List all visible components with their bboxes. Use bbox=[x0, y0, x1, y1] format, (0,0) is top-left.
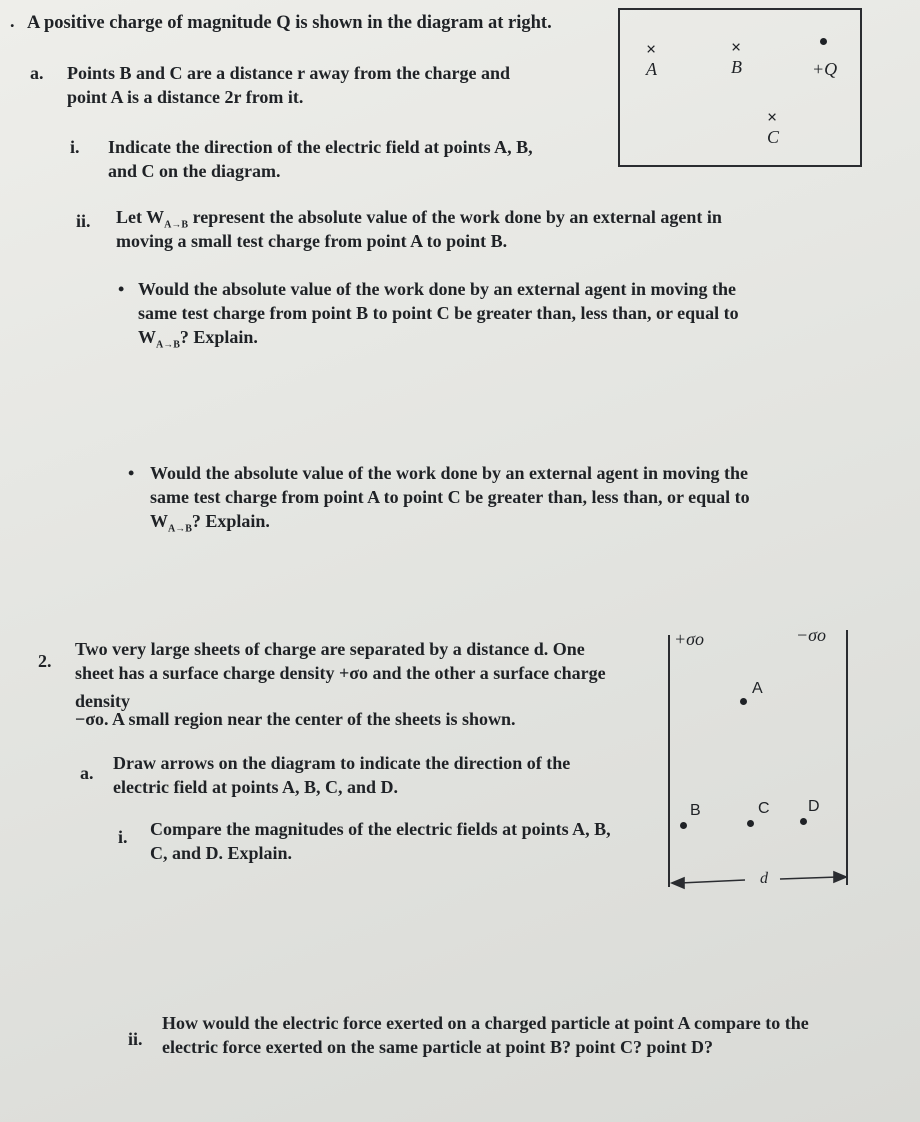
q1-bullet2-marker: • bbox=[128, 463, 135, 483]
q2-line4: −σo. A small region near the center of the sheets is shown. bbox=[75, 709, 516, 729]
q2-distance-label: d bbox=[760, 870, 768, 887]
q1-point-a-label: A bbox=[646, 59, 657, 79]
q1-point-c-label: C bbox=[767, 127, 780, 147]
q1-ii-w: Let W bbox=[116, 207, 165, 227]
q1-charge-dot bbox=[820, 38, 827, 45]
q1-point-b-label: B bbox=[731, 57, 742, 77]
q1-bullet1-line1: Would the absolute value of the work done by an external agent in moving the bbox=[138, 279, 737, 299]
q2-ii-line2: electric force exerted on the same particle at point B? point C? point D? bbox=[162, 1037, 714, 1057]
q1-bullet1-line3-rest: ? Explain. bbox=[179, 327, 258, 347]
q1-bullet1-line2: same test charge from point B to point C be greater than, less than, or equal to bbox=[138, 303, 739, 323]
q1-bullet1-line3 bbox=[138, 326, 258, 357]
q2-a-label: a. bbox=[80, 763, 94, 783]
q1-bullet1-marker: • bbox=[118, 279, 125, 299]
q2-i-line1: Compare the magnitudes of the electric fields at points A, B, bbox=[150, 819, 611, 839]
q2-plus-sheet bbox=[668, 635, 670, 887]
q2-point-b-dot bbox=[680, 822, 687, 829]
q2-plus-sigma-label: +σo bbox=[674, 629, 705, 649]
q2-line3: density bbox=[75, 691, 131, 711]
q2-minus-sheet bbox=[846, 630, 848, 885]
q1-mark-b: × bbox=[731, 37, 742, 57]
q1-bullet1-w: W bbox=[138, 327, 156, 347]
q2-minus-sigma-label: −σo bbox=[796, 625, 827, 645]
q1-bullet2-line3-rest: ? Explain. bbox=[191, 511, 270, 531]
q2-i-line2: C, and D. Explain. bbox=[150, 843, 293, 863]
q2-ii-line1: How would the electric force exerted on a charged particle at point A compare to the bbox=[162, 1013, 809, 1033]
q1-bullet2-w: W bbox=[150, 511, 168, 531]
q2-line1: Two very large sheets of charge are separated by a distance d. One bbox=[75, 639, 585, 659]
q1-bullet2-line2: same test charge from point A to point C be greater than, less than, or equal to bbox=[150, 487, 750, 507]
q2-point-d-label: D bbox=[808, 798, 820, 815]
q1-marker: . bbox=[10, 11, 15, 31]
q1-diagram-frame bbox=[618, 8, 862, 167]
q2-point-a-dot bbox=[740, 698, 747, 705]
q1-a-line2: point A is a distance 2r from it. bbox=[67, 87, 304, 107]
q2-i-label: i. bbox=[118, 827, 128, 847]
q2-number: 2. bbox=[38, 651, 52, 671]
q1-ii-label: ii. bbox=[76, 211, 91, 231]
q1-i-line2: and C on the diagram. bbox=[108, 161, 281, 181]
q1-ii-line1-rest: represent the absolute value of the work done by an external agent in bbox=[192, 207, 722, 227]
q1-bullet2-w-subscript: A→B bbox=[168, 523, 192, 535]
q2-line2: sheet has a surface charge density +σo and the other a surface charge bbox=[75, 663, 606, 683]
q2-point-d-dot bbox=[800, 818, 807, 825]
q1-i-label: i. bbox=[70, 137, 80, 157]
q2-a-line1: Draw arrows on the diagram to indicate the direction of the bbox=[113, 753, 571, 773]
q2-point-c-label: C bbox=[758, 800, 770, 817]
q2-point-b-label: B bbox=[690, 802, 701, 819]
q1-charge-label: +Q bbox=[812, 59, 838, 79]
q1-bullet2-line3 bbox=[150, 510, 270, 541]
q1-mark-a: × bbox=[646, 39, 657, 59]
q1-i-line1: Indicate the direction of the electric field at points A, B, bbox=[108, 137, 533, 157]
q1-a-label: a. bbox=[30, 63, 44, 83]
q1-bullet1-w-subscript: A→B bbox=[156, 339, 180, 351]
q1-ii-w-subscript: A→B bbox=[164, 219, 189, 231]
q1-a-line1: Points B and C are a distance r away from the charge and bbox=[67, 63, 510, 83]
q2-point-a-label: A bbox=[752, 680, 763, 697]
q2-ii-label: ii. bbox=[128, 1029, 143, 1049]
q1-ii-line2: moving a small test charge from point A to point B. bbox=[116, 231, 508, 251]
q1-bullet2-line1: Would the absolute value of the work done by an external agent in moving the bbox=[150, 463, 749, 483]
q2-point-c-dot bbox=[747, 820, 754, 827]
q1-mark-c: × bbox=[767, 107, 778, 127]
q2-a-line2: electric field at points A, B, C, and D. bbox=[113, 777, 398, 797]
q1-intro: A positive charge of magnitude Q is shown in the diagram at right. bbox=[27, 13, 552, 33]
